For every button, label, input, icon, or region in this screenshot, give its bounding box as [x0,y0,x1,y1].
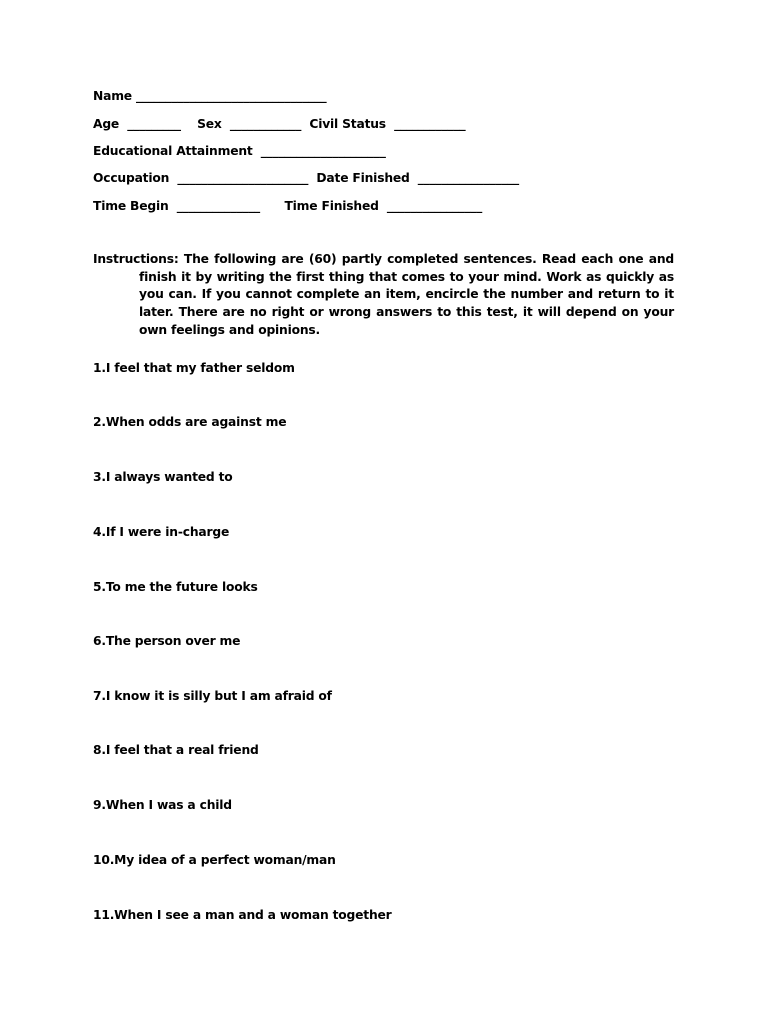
age-label: Age [93,117,120,131]
age-blank[interactable]: _________ [127,117,181,131]
name-label: Name [93,89,132,103]
sex-label: Sex [197,117,222,131]
occupation-row [93,170,519,186]
time-begin-label: Time Begin [93,199,169,213]
civil-status-label: Civil Status [309,117,386,131]
education-row [93,143,386,159]
time-row [93,198,482,214]
time-finished-label: Time Finished [284,199,379,213]
date-finished-label: Date Finished [316,171,410,185]
sentence-item: 1.I feel that my father seldom [93,361,295,375]
sentence-item: 3.I always wanted to [93,470,233,484]
sentence-item: 4.If I were in-charge [93,525,230,539]
education-label: Educational Attainment [93,144,253,158]
sentence-item: 2.When odds are against me [93,415,287,429]
time-begin-blank[interactable]: ______________ [176,199,260,213]
sentence-item: 9.When I was a child [93,798,232,812]
date-finished-blank[interactable]: _________________ [417,171,519,185]
education-blank[interactable]: _____________________ [260,144,386,158]
sentence-item: 7.I know it is silly but I am afraid of [93,689,332,703]
age-sex-civil-row [93,116,466,132]
instructions-paragraph: Instructions: The following are (60) partly completed sentences. Read each one and finish it by writing the first thing that comes to your mind. Work as quickly as you can. If you cannot complete an item, encircle the number and return to it later. There are no right or wrong answers to this test, it will depend on your own feelings and opinions. [93,252,674,337]
occupation-blank[interactable]: ______________________ [177,171,309,185]
sentence-item: 8.I feel that a real friend [93,743,259,757]
time-finished-blank[interactable]: ________________ [386,199,483,213]
civil-status-blank[interactable]: ____________ [394,117,466,131]
sentence-item: 6.The person over me [93,634,241,648]
sex-blank[interactable]: ____________ [229,117,302,131]
sentence-item: 5.To me the future looks [93,580,258,594]
sentence-item: 11.When I see a man and a woman together [93,908,392,922]
occupation-label: Occupation [93,171,170,185]
name-blank[interactable]: ________________________________ [136,89,327,103]
sentence-item: 10.My idea of a perfect woman/man [93,853,336,867]
name-row [93,88,326,104]
